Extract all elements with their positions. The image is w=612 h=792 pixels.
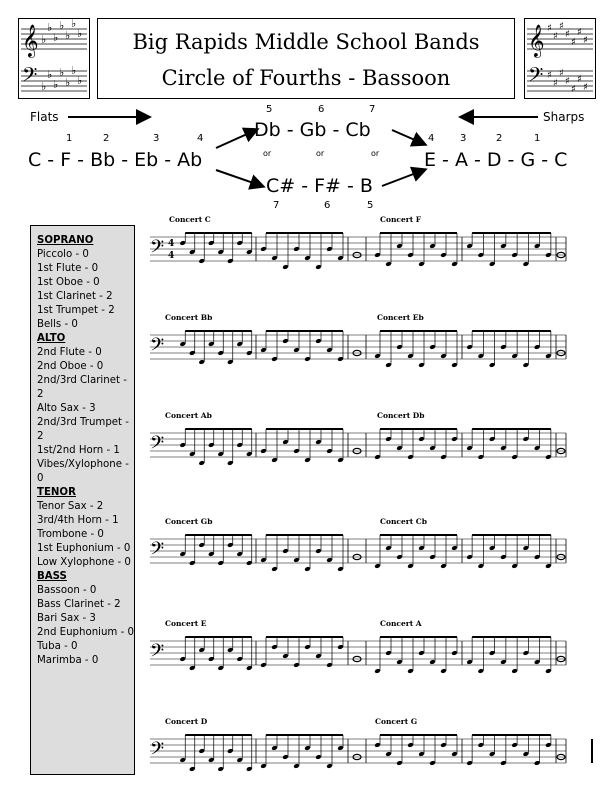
scale-label-concert-c: Concert C — [169, 215, 211, 224]
svg-text:♯: ♯ — [565, 76, 570, 87]
svg-text:𝄞: 𝄞 — [22, 24, 39, 57]
svg-text:♭: ♭ — [59, 19, 65, 32]
instrument-item: Bells - 0 — [37, 319, 78, 330]
sharp-sequence: E - A - D - G - C — [424, 149, 568, 171]
bass-clef-icon: 𝄢 — [150, 539, 165, 564]
svg-text:𝄞: 𝄞 — [528, 24, 545, 57]
instrument-item: 1st/2nd Horn - 1 — [37, 445, 120, 456]
svg-text:♯: ♯ — [547, 23, 552, 34]
instrument-item: 1st Clarinet - 2 — [37, 291, 113, 302]
bass-clef-icon: 𝄢 — [150, 335, 165, 360]
left-number-4: 4 — [197, 133, 204, 144]
section-heading-tenor: TENOR — [37, 487, 76, 498]
scale-label-concert-ab: Concert Ab — [165, 411, 212, 420]
svg-text:♯: ♯ — [577, 27, 582, 38]
page-subtitle: Circle of Fourths - Bassoon — [161, 66, 451, 90]
instrument-item: 2nd Euphonium - 0 — [37, 627, 134, 638]
scale-label-concert-bb: Concert Bb — [165, 313, 213, 322]
instrument-item: Alto Sax - 3 — [37, 403, 96, 414]
instrument-item: Bassoon - 0 — [37, 585, 97, 596]
instrument-item: 1st Euphonium - 0 — [37, 543, 131, 554]
time-signature-bottom: 4 — [168, 251, 175, 261]
instrument-item: Bari Sax - 3 — [37, 613, 96, 624]
right-number-3: 3 — [460, 133, 467, 144]
svg-text:♯: ♯ — [583, 35, 588, 46]
time-signature-top: 4 — [168, 239, 175, 249]
svg-text:♯: ♯ — [559, 21, 564, 32]
left-number-1: 1 — [66, 133, 73, 144]
section-heading-soprano: SOPRANO — [37, 235, 94, 246]
instrument-item: Trombone - 0 — [37, 529, 104, 540]
or-label: or — [371, 149, 380, 158]
instrument-item: 2nd/3rd Clarinet - 2 — [37, 375, 127, 400]
flats-label: Flats — [30, 110, 59, 124]
instrument-item: 2nd Oboe - 0 — [37, 361, 104, 372]
bottom-number-5: 5 — [367, 200, 374, 211]
instrument-item: 3rd/4th Horn - 1 — [37, 515, 119, 526]
scale-label-concert-db: Concert Db — [377, 411, 425, 420]
instrument-item: Bass Clarinet - 2 — [37, 599, 121, 610]
scale-label-concert-e: Concert E — [165, 619, 207, 628]
svg-text:♭: ♭ — [53, 78, 59, 91]
scale-label-concert-eb: Concert Eb — [377, 313, 424, 322]
bass-clef-icon: 𝄢 — [150, 433, 165, 458]
svg-text:♭: ♭ — [53, 31, 59, 44]
right-number-1: 1 — [534, 133, 541, 144]
scale-label-concert-gb: Concert Gb — [165, 517, 213, 526]
top-number-6: 6 — [318, 104, 325, 115]
svg-text:♭: ♭ — [71, 64, 77, 77]
svg-text:♯: ♯ — [577, 74, 582, 85]
right-number-4: 4 — [428, 133, 435, 144]
svg-text:♭: ♭ — [77, 27, 83, 40]
svg-text:♭: ♭ — [71, 18, 77, 30]
bottom-number-6: 6 — [324, 200, 331, 211]
instrument-item: 2nd Flute - 0 — [37, 347, 102, 358]
svg-text:♯: ♯ — [571, 84, 576, 95]
section-heading-bass: BASS — [37, 571, 67, 582]
instrument-item: Low Xylophone - 0 — [37, 557, 131, 568]
section-heading-alto: ALTO — [37, 333, 66, 344]
svg-text:♭: ♭ — [65, 76, 71, 89]
svg-text:♭: ♭ — [77, 74, 83, 87]
instrument-item: Piccolo - 0 — [37, 249, 89, 260]
svg-text:♯: ♯ — [553, 78, 558, 89]
or-label: or — [263, 149, 272, 158]
top-number-7: 7 — [369, 104, 376, 115]
svg-text:𝄢: 𝄢 — [22, 63, 38, 91]
instrument-item: 2nd/3rd Trumpet - 2 — [37, 417, 129, 442]
flat-sequence: C - F - Bb - Eb - Ab — [28, 149, 203, 171]
enharmonic-flat-sequence: Db - Gb - Cb — [254, 119, 371, 141]
top-number-5: 5 — [266, 104, 273, 115]
svg-text:♭: ♭ — [47, 68, 53, 81]
enharmonic-sharp-sequence: C# - F# - B — [266, 175, 373, 197]
svg-text:♯: ♯ — [571, 37, 576, 48]
svg-text:♭: ♭ — [41, 33, 47, 46]
svg-text:♯: ♯ — [565, 29, 570, 40]
bottom-number-7: 7 — [273, 200, 280, 211]
sharps-label: Sharps — [543, 110, 585, 124]
bass-clef-icon: 𝄢 — [150, 739, 165, 764]
scale-label-concert-cb: Concert Cb — [380, 517, 428, 526]
instrument-item: 1st Trumpet - 2 — [37, 305, 115, 316]
svg-text:♭: ♭ — [65, 29, 71, 42]
svg-text:♯: ♯ — [547, 70, 552, 81]
bass-clef-icon: 𝄢 — [150, 641, 165, 666]
right-number-2: 2 — [496, 133, 503, 144]
or-label: or — [316, 149, 325, 158]
left-number-3: 3 — [153, 133, 160, 144]
scale-label-concert-f: Concert F — [380, 215, 422, 224]
svg-text:♭: ♭ — [47, 21, 53, 34]
instrument-item: Tenor Sax - 2 — [37, 501, 104, 512]
instrument-item: Vibes/Xylophone - 0 — [37, 459, 129, 484]
scale-label-concert-d: Concert D — [165, 717, 208, 726]
bass-clef-icon: 𝄢 — [150, 237, 165, 262]
svg-text:♭: ♭ — [41, 80, 47, 93]
page-title: Big Rapids Middle School Bands — [132, 30, 480, 54]
scale-label-concert-a: Concert A — [380, 619, 422, 628]
instrument-item: Marimba - 0 — [37, 655, 99, 666]
svg-text:♯: ♯ — [583, 82, 588, 93]
instrument-item: 1st Oboe - 0 — [37, 277, 100, 288]
instrument-item: Tuba - 0 — [37, 641, 78, 652]
svg-text:♯: ♯ — [559, 68, 564, 79]
svg-text:♭: ♭ — [59, 66, 65, 79]
svg-text:♯: ♯ — [553, 31, 558, 42]
svg-text:𝄢: 𝄢 — [528, 63, 544, 91]
left-number-2: 2 — [103, 133, 110, 144]
scale-label-concert-g: Concert G — [375, 717, 418, 726]
instrument-item: 1st Flute - 0 — [37, 263, 99, 274]
